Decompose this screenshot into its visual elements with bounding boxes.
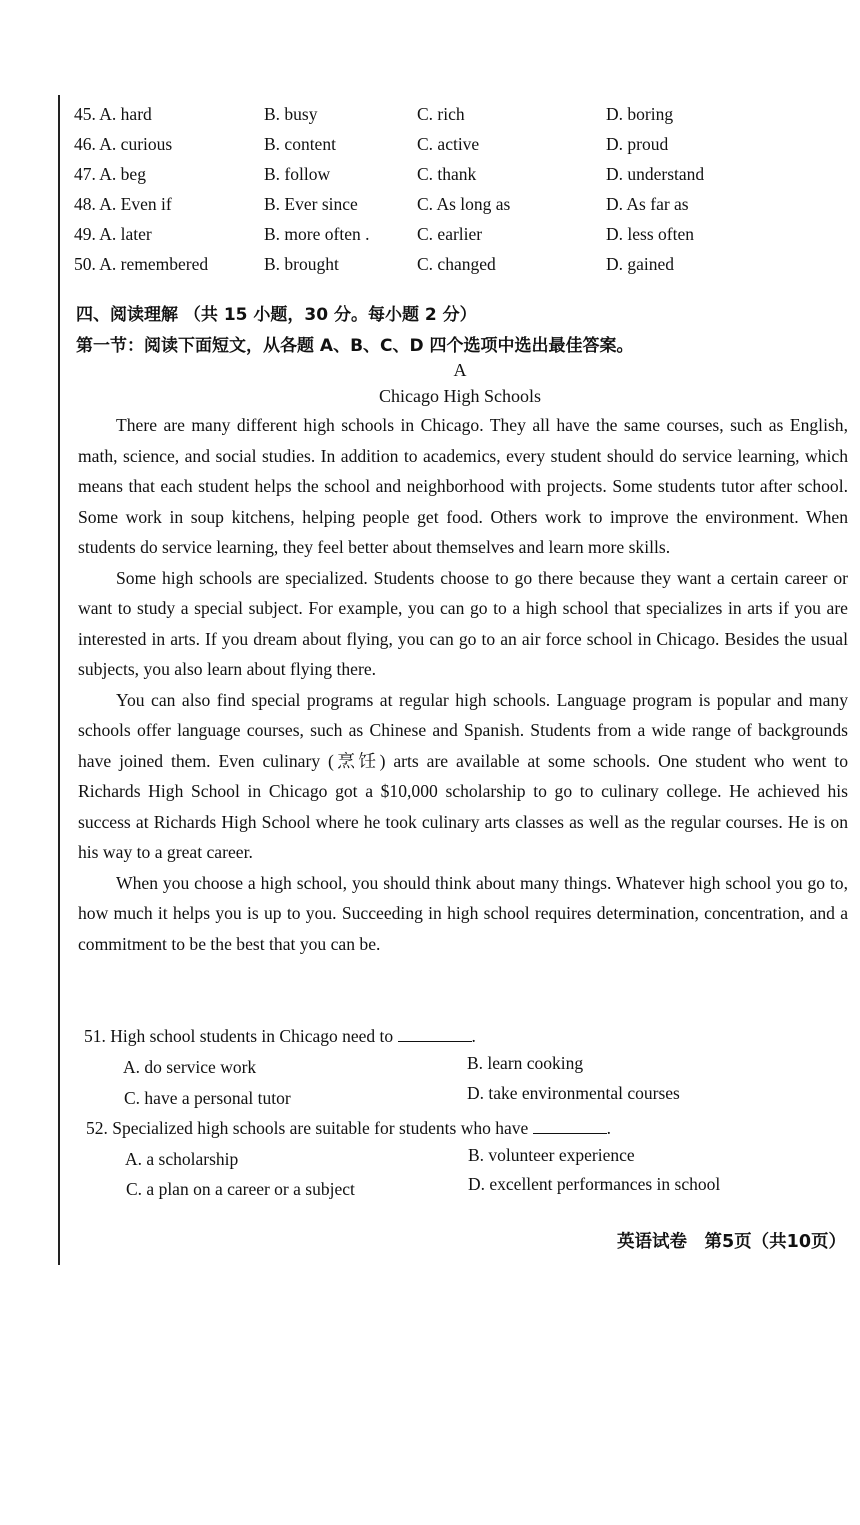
option-a: 50. A. remembered (74, 254, 209, 274)
answer-blank (533, 1117, 607, 1134)
option-a: 47. A. beg (74, 164, 146, 184)
option-b: B. follow (264, 164, 331, 184)
passage-body (78, 410, 848, 959)
section-title: 四、阅读理解 （共 15 小题，30 分。每小题 2 分） (76, 305, 477, 325)
option-a: 46. A. curious (74, 134, 173, 154)
option-a: 48. A. Even if (74, 194, 172, 214)
question-end: . (471, 1026, 476, 1046)
question-52-stem (86, 1114, 611, 1142)
paragraph: You can also find special programs at regular high schools. Language program is popular and many schools offer language courses, such as Chinese and Spanish. Students from a wide range of backgrounds have joined them. Even culinary (烹饪) arts are available at some schools. One student who went to Richards High School in Chicago got a $10,000 scholarship to go to culinary college. He achieved his success at Richards High School where he took culinary arts classes as well as the regular courses. He is on his way to a great career. (78, 689, 848, 862)
option-c: C. active (417, 134, 480, 154)
option-a: 45. A. hard (74, 104, 152, 124)
question-52-option-c: C. a plan on a career or a subject (126, 1179, 355, 1199)
option-row (74, 100, 794, 128)
question-52-option-a: A. a scholarship (125, 1149, 239, 1169)
question-51-option-b: B. learn cooking (467, 1053, 584, 1073)
option-row (74, 190, 794, 218)
option-b: B. busy (264, 104, 318, 124)
paragraph: When you choose a high school, you should think about many things. Whatever high school you go to, how much it helps you is up to you. Succeeding in high school requires determination, concentration, and a commitment to be the best that you can be. (78, 872, 848, 954)
option-a: 49. A. later (74, 224, 152, 244)
answer-blank (398, 1025, 472, 1042)
option-row (74, 130, 794, 158)
option-b: B. content (264, 134, 336, 154)
paragraph: Some high schools are specialized. Students choose to go there because they want a certain career or want to study a special subject. For example, you can go to a high school that specializes in arts if you are interested in arts. If you dream about flying, you can go to an air force school in Chicago. Besides the usual subjects, you also learn about flying there. (78, 567, 848, 679)
question-51-option-c: C. have a personal tutor (124, 1088, 291, 1108)
option-d: D. gained (606, 254, 675, 274)
option-row (74, 160, 794, 188)
page-footer: 英语试卷 第5页（共10页） (617, 1232, 847, 1252)
option-c: C. thank (417, 164, 477, 184)
question-end: . (606, 1118, 612, 1138)
option-c: C. rich (417, 104, 465, 124)
option-d: D. boring (606, 104, 674, 124)
question-51-option-d: D. take environmental courses (467, 1083, 680, 1103)
question-text: 52. Specialized high schools are suitable for students who have (86, 1118, 529, 1138)
passage-letter: A (453, 360, 467, 380)
option-c: C. As long as (417, 194, 511, 214)
passage-title: Chicago High Schools (379, 386, 541, 406)
option-b: B. brought (264, 254, 339, 274)
question-52-option-b: B. volunteer experience (468, 1145, 635, 1165)
section-instruction: 第一节：阅读下面短文，从各题 A、B、C、D 四个选项中选出最佳答案。 (76, 336, 634, 356)
option-d: D. As far as (606, 194, 689, 214)
question-text: 51. High school students in Chicago need to (84, 1026, 394, 1046)
question-51-stem (84, 1022, 476, 1050)
paragraph: There are many different high schools in Chicago. They all have the same courses, such as English, math, science, and social studies. In addition to academics, every student should do service learning, which means that each student helps the school and neighborhood with projects. Some students tutor after school. Some work in soup kitchens, helping people get food. Others work to improve the environment. When students do service learning, they feel better about themselves and learn more skills. (78, 415, 848, 557)
option-b: B. Ever since (264, 194, 358, 214)
option-d: D. less often (606, 224, 694, 244)
binding-margin-line (58, 95, 60, 1265)
option-row (74, 250, 794, 278)
option-c: C. earlier (417, 224, 483, 244)
question-52-option-d: D. excellent performances in school (468, 1174, 721, 1194)
option-row (74, 220, 794, 248)
question-51-option-a: A. do service work (123, 1057, 257, 1077)
option-d: D. understand (606, 164, 705, 184)
option-d: D. proud (606, 134, 669, 154)
option-c: C. changed (417, 254, 496, 274)
option-b: B. more often . (264, 224, 370, 244)
